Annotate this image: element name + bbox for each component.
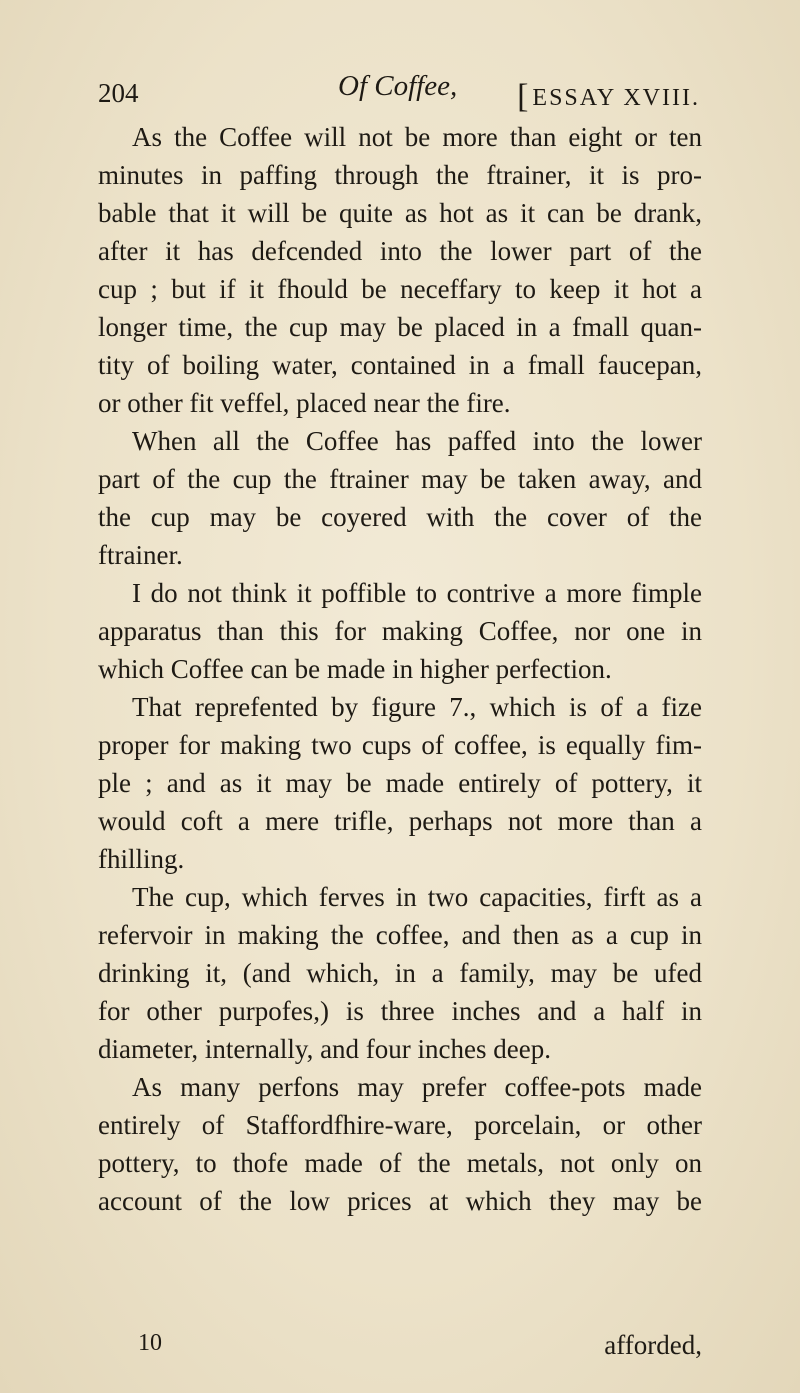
text-line: diameter, internally, and four inches deep. — [98, 1034, 551, 1064]
text-line: refervoir in making the coffee, and then as a cup in — [98, 920, 702, 950]
text-line: proper for making two cups of coffee, is equally fim- — [98, 730, 702, 760]
text-line: which Coffee can be made in higher perfection. — [98, 654, 612, 684]
text-line: longer time, the cup may be placed in a fmall quan- — [98, 312, 702, 342]
text-line: I do not think it poffible to contrive a more fimple — [132, 578, 702, 608]
running-title: Of Coffee, — [338, 70, 458, 102]
text-line: for other purpofes,) is three inches and a half in — [98, 996, 702, 1026]
text-line: As the Coffee will not be more than eight or ten — [132, 122, 702, 152]
text-line: That reprefented by figure 7., which is of a fize — [132, 692, 702, 722]
page-number: 204 — [98, 78, 139, 108]
text-line: pottery, to thofe made of the metals, not only on — [98, 1148, 702, 1178]
text-line: ftrainer. — [98, 540, 183, 570]
section-label-text: ESSAY XVIII. — [532, 85, 700, 111]
text-line: part of the cup the ftrainer may be taken away, and — [98, 464, 702, 494]
running-header — [98, 66, 700, 116]
body-text — [98, 118, 702, 1220]
text-line: As many perfons may prefer coffee-pots made — [132, 1072, 702, 1102]
text-line: entirely of Staffordfhire-ware, porcelain, or other — [98, 1110, 702, 1140]
text-line: minutes in paffing through the ftrainer, it is pro- — [98, 160, 702, 190]
text-line: ple ; and as it may be made entirely of pottery, it — [98, 768, 702, 798]
text-line: bable that it will be quite as hot as it can be drank, — [98, 198, 702, 228]
text-line: When all the Coffee has paffed into the lower — [132, 426, 702, 456]
text-line: drinking it, (and which, in a family, may be ufed — [98, 958, 702, 988]
text-line: or other fit veffel, placed near the fire. — [98, 388, 511, 418]
text-line: fhilling. — [98, 844, 185, 874]
text-line: tity of boiling water, contained in a fmall faucepan, — [98, 350, 702, 380]
text-line: after it has defcended into the lower part of the — [98, 236, 702, 266]
text-line: would coft a mere trifle, perhaps not more than a — [98, 806, 702, 836]
catchword: afforded, — [604, 1330, 702, 1360]
section-label: [ESSAY XVIII. — [517, 78, 700, 115]
page-footer — [98, 1330, 702, 1364]
text-line: the cup may be coyered with the cover of the — [98, 502, 702, 532]
text-line: account of the low prices at which they may be — [98, 1186, 702, 1216]
text-line: The cup, which ferves in two capacities, firft as a — [132, 882, 702, 912]
text-line: cup ; but if it fhould be neceffary to keep it hot a — [98, 274, 702, 304]
text-line: apparatus than this for making Coffee, nor one in — [98, 616, 702, 646]
signature-mark: 10 — [138, 1330, 162, 1356]
